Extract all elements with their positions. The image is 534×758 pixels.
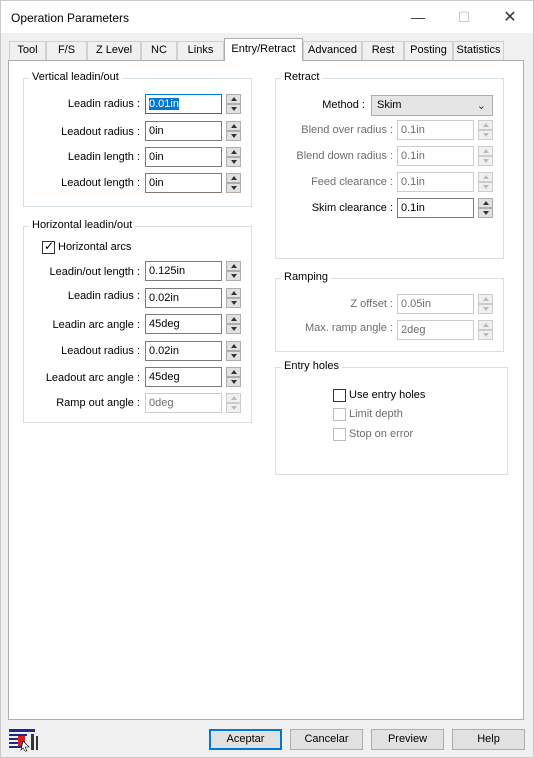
spin-up-arrow-icon[interactable] — [478, 198, 493, 208]
max-ramp-angle-label: Max. ramp angle : — [304, 322, 393, 334]
blend-over-radius-label: Blend over radius : — [301, 124, 393, 136]
z-offset-input[interactable]: 0.05in — [397, 294, 474, 314]
blend-over-radius-spinner[interactable] — [478, 120, 493, 140]
tab-fs[interactable]: F/S — [46, 41, 87, 60]
method-value: Skim — [377, 99, 402, 111]
h-leadout-radius-label: Leadout radius : — [61, 345, 140, 357]
spin-up-arrow-icon[interactable] — [478, 146, 493, 156]
max-ramp-angle-spinner[interactable] — [478, 320, 493, 340]
feed-clearance-label: Feed clearance : — [311, 176, 393, 188]
group-title: Entry holes — [281, 360, 342, 372]
operation-tool-icon — [9, 727, 39, 752]
leadout-length-input[interactable]: 0in — [145, 173, 222, 193]
tab-rest[interactable]: Rest — [362, 41, 404, 60]
stop-on-error-checkbox[interactable] — [333, 428, 346, 441]
spin-up-arrow-icon[interactable] — [226, 147, 241, 157]
spin-down-arrow-icon[interactable] — [226, 271, 241, 281]
ramp-out-angle-label: Ramp out angle : — [56, 397, 140, 409]
group-title: Horizontal leadin/out — [29, 219, 135, 231]
preview-button[interactable]: Preview — [371, 729, 444, 750]
h-leadin-radius-label: Leadin radius : — [67, 290, 140, 302]
tab-entry-retract[interactable]: Entry/Retract — [224, 38, 303, 61]
spin-up-arrow-icon[interactable] — [478, 120, 493, 130]
leadin-arc-angle-spinner[interactable] — [226, 314, 241, 334]
leadinout-length-spinner[interactable] — [226, 261, 241, 281]
spin-up-arrow-icon[interactable] — [478, 172, 493, 182]
leadin-arc-angle-label: Leadin arc angle : — [52, 319, 140, 331]
spin-down-arrow-icon[interactable] — [226, 131, 241, 141]
tab-tool[interactable]: Tool — [9, 41, 46, 60]
limit-depth-label[interactable]: Limit depth — [349, 408, 403, 420]
tab-posting[interactable]: Posting — [404, 41, 453, 60]
leadin-length-label: Leadin length : — [67, 151, 140, 163]
spin-down-arrow-icon[interactable] — [478, 156, 493, 166]
tab-links[interactable]: Links — [177, 41, 224, 60]
h-leadin-radius-spinner[interactable] — [226, 288, 241, 308]
spin-up-arrow-icon[interactable] — [226, 121, 241, 131]
leadout-arc-angle-label: Leadout arc angle : — [45, 372, 140, 384]
limit-depth-checkbox[interactable] — [333, 408, 346, 421]
leadout-radius-input[interactable]: 0in — [145, 121, 222, 141]
use-entry-holes-checkbox[interactable] — [333, 389, 346, 402]
group-title: Vertical leadin/out — [29, 71, 122, 83]
tab-statistics[interactable]: Statistics — [453, 41, 504, 60]
leadin-radius-input[interactable]: 0.01in — [145, 94, 222, 114]
ramp-out-angle-spinner[interactable] — [226, 393, 241, 413]
use-entry-holes-label[interactable]: Use entry holes — [349, 389, 426, 401]
leadout-arc-angle-input[interactable]: 45deg — [145, 367, 222, 387]
horizontal-arcs-checkbox[interactable] — [42, 241, 55, 254]
blend-over-radius-input[interactable]: 0.1in — [397, 120, 474, 140]
blend-down-radius-label: Blend down radius : — [296, 150, 393, 162]
leadout-length-label: Leadout length : — [61, 177, 140, 189]
spin-up-arrow-icon[interactable] — [226, 314, 241, 324]
stop-on-error-label[interactable]: Stop on error — [349, 428, 414, 440]
spin-down-arrow-icon[interactable] — [478, 304, 493, 314]
window-title: Operation Parameters — [11, 11, 130, 25]
spin-down-arrow-icon[interactable] — [226, 351, 241, 361]
method-dropdown[interactable] — [371, 95, 493, 116]
title-bar — [0, 0, 534, 33]
z-offset-label: Z offset : — [350, 298, 393, 310]
leadout-radius-spinner[interactable] — [226, 121, 241, 141]
minimize-button[interactable]: — — [411, 9, 425, 25]
ramp-out-angle-input[interactable]: 0deg — [145, 393, 222, 413]
ramping-group — [275, 271, 504, 352]
skim-clearance-label: Skim clearance : — [311, 202, 393, 214]
skim-clearance-input[interactable]: 0.1in — [397, 198, 474, 218]
leadinout-length-input[interactable]: 0.125in — [145, 261, 222, 281]
spin-up-arrow-icon[interactable] — [478, 320, 493, 330]
spin-down-arrow-icon[interactable] — [226, 183, 241, 193]
spin-down-arrow-icon[interactable] — [226, 403, 241, 413]
cancel-button[interactable]: Cancelar — [290, 729, 363, 750]
leadin-radius-spinner[interactable] — [226, 94, 241, 114]
spin-down-arrow-icon[interactable] — [226, 298, 241, 308]
maximize-button[interactable]: ☐ — [457, 8, 471, 25]
spin-up-arrow-icon[interactable] — [226, 341, 241, 351]
checkmark-icon: ✓ — [44, 239, 55, 253]
tab-nc[interactable]: NC — [141, 41, 177, 60]
entry-holes-group — [275, 360, 508, 475]
leadin-arc-angle-input[interactable]: 45deg — [145, 314, 222, 334]
spin-down-arrow-icon[interactable] — [478, 208, 493, 218]
leadinout-length-label: Leadin/out length : — [49, 266, 140, 278]
spin-down-arrow-icon[interactable] — [226, 324, 241, 334]
accept-button[interactable]: Aceptar — [209, 729, 282, 750]
method-label: Method : — [322, 99, 365, 111]
help-button[interactable]: Help — [452, 729, 525, 750]
feed-clearance-input[interactable]: 0.1in — [397, 172, 474, 192]
spin-down-arrow-icon[interactable] — [226, 104, 241, 114]
leadout-radius-label: Leadout radius : — [61, 126, 140, 138]
group-title: Ramping — [281, 271, 331, 283]
leadin-length-input[interactable]: 0in — [145, 147, 222, 167]
spin-up-arrow-icon[interactable] — [226, 393, 241, 403]
leadout-length-spinner[interactable] — [226, 173, 241, 193]
horizontal-arcs-label[interactable]: Horizontal arcs — [58, 241, 132, 253]
spin-down-arrow-icon[interactable] — [226, 377, 241, 387]
max-ramp-angle-input[interactable]: 2deg — [397, 320, 474, 340]
leadin-radius-label: Leadin radius : — [67, 98, 140, 110]
blend-down-radius-input[interactable]: 0.1in — [397, 146, 474, 166]
spin-up-arrow-icon[interactable] — [226, 261, 241, 271]
skim-clearance-spinner[interactable] — [478, 198, 493, 218]
h-leadout-radius-spinner[interactable] — [226, 341, 241, 361]
spin-down-arrow-icon[interactable] — [478, 330, 493, 340]
spin-up-arrow-icon[interactable] — [478, 294, 493, 304]
spin-down-arrow-icon[interactable] — [226, 157, 241, 167]
h-leadout-radius-input[interactable]: 0.02in — [145, 341, 222, 361]
spin-up-arrow-icon[interactable] — [226, 288, 241, 298]
close-button[interactable]: ✕ — [503, 9, 517, 26]
chevron-down-icon: ⌄ — [476, 100, 486, 112]
leadin-length-spinner[interactable] — [226, 147, 241, 167]
feed-clearance-spinner[interactable] — [478, 172, 493, 192]
tab-z-level[interactable]: Z Level — [87, 41, 141, 60]
spin-up-arrow-icon[interactable] — [226, 94, 241, 104]
spin-down-arrow-icon[interactable] — [478, 182, 493, 192]
blend-down-radius-spinner[interactable] — [478, 146, 493, 166]
spin-up-arrow-icon[interactable] — [226, 173, 241, 183]
spin-up-arrow-icon[interactable] — [226, 367, 241, 377]
tab-advanced[interactable]: Advanced — [303, 41, 362, 60]
leadout-arc-angle-spinner[interactable] — [226, 367, 241, 387]
spin-down-arrow-icon[interactable] — [478, 130, 493, 140]
group-title: Retract — [281, 71, 322, 83]
z-offset-spinner[interactable] — [478, 294, 493, 314]
h-leadin-radius-input[interactable]: 0.02in — [145, 288, 222, 308]
